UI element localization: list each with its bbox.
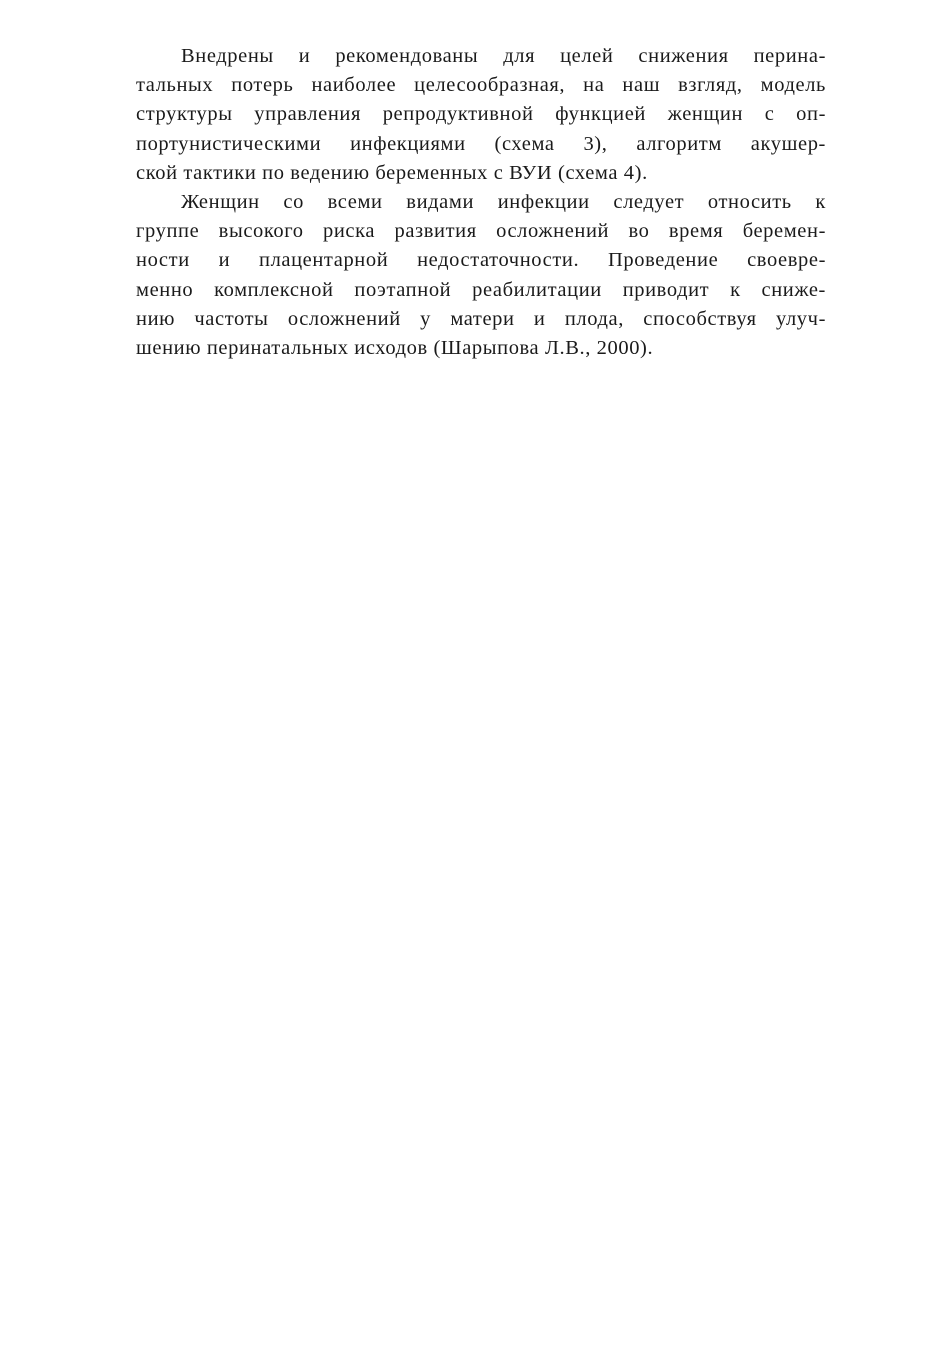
paragraph-line: ской тактики по ведению беременных с ВУИ (схема 4). [136,161,648,184]
paragraph-1 [136,42,826,188]
paragraph-line: ности и плацентарной недостаточности. Проведение своевре- [136,249,826,272]
paragraph-line: Внедрены и рекомендованы для целей снижения перина- [181,45,826,67]
paragraph-line: менно комплексной поэтапной реабилитации приводит к сниже- [136,278,826,301]
paragraph-line: нию частоты осложнений у матери и плода, способствуя улуч- [136,307,826,330]
paragraph-line: тальных потерь наиболее целесообразная, на наш взгляд, модель [136,74,826,97]
body-text [136,42,826,363]
paragraph-line: портунистическими инфекциями (схема 3), алгоритм акушер- [136,132,826,155]
paragraph-line: группе высокого риска развития осложнений во время беремен- [136,220,826,243]
paragraph-line: шению перинатальных исходов (Шарыпова Л.В., 2000). [136,336,654,359]
paragraph-2 [136,188,826,363]
paragraph-line: структуры управления репродуктивной функцией женщин с оп- [136,103,826,126]
paragraph-line: Женщин со всеми видами инфекции следует относить к [181,190,826,213]
